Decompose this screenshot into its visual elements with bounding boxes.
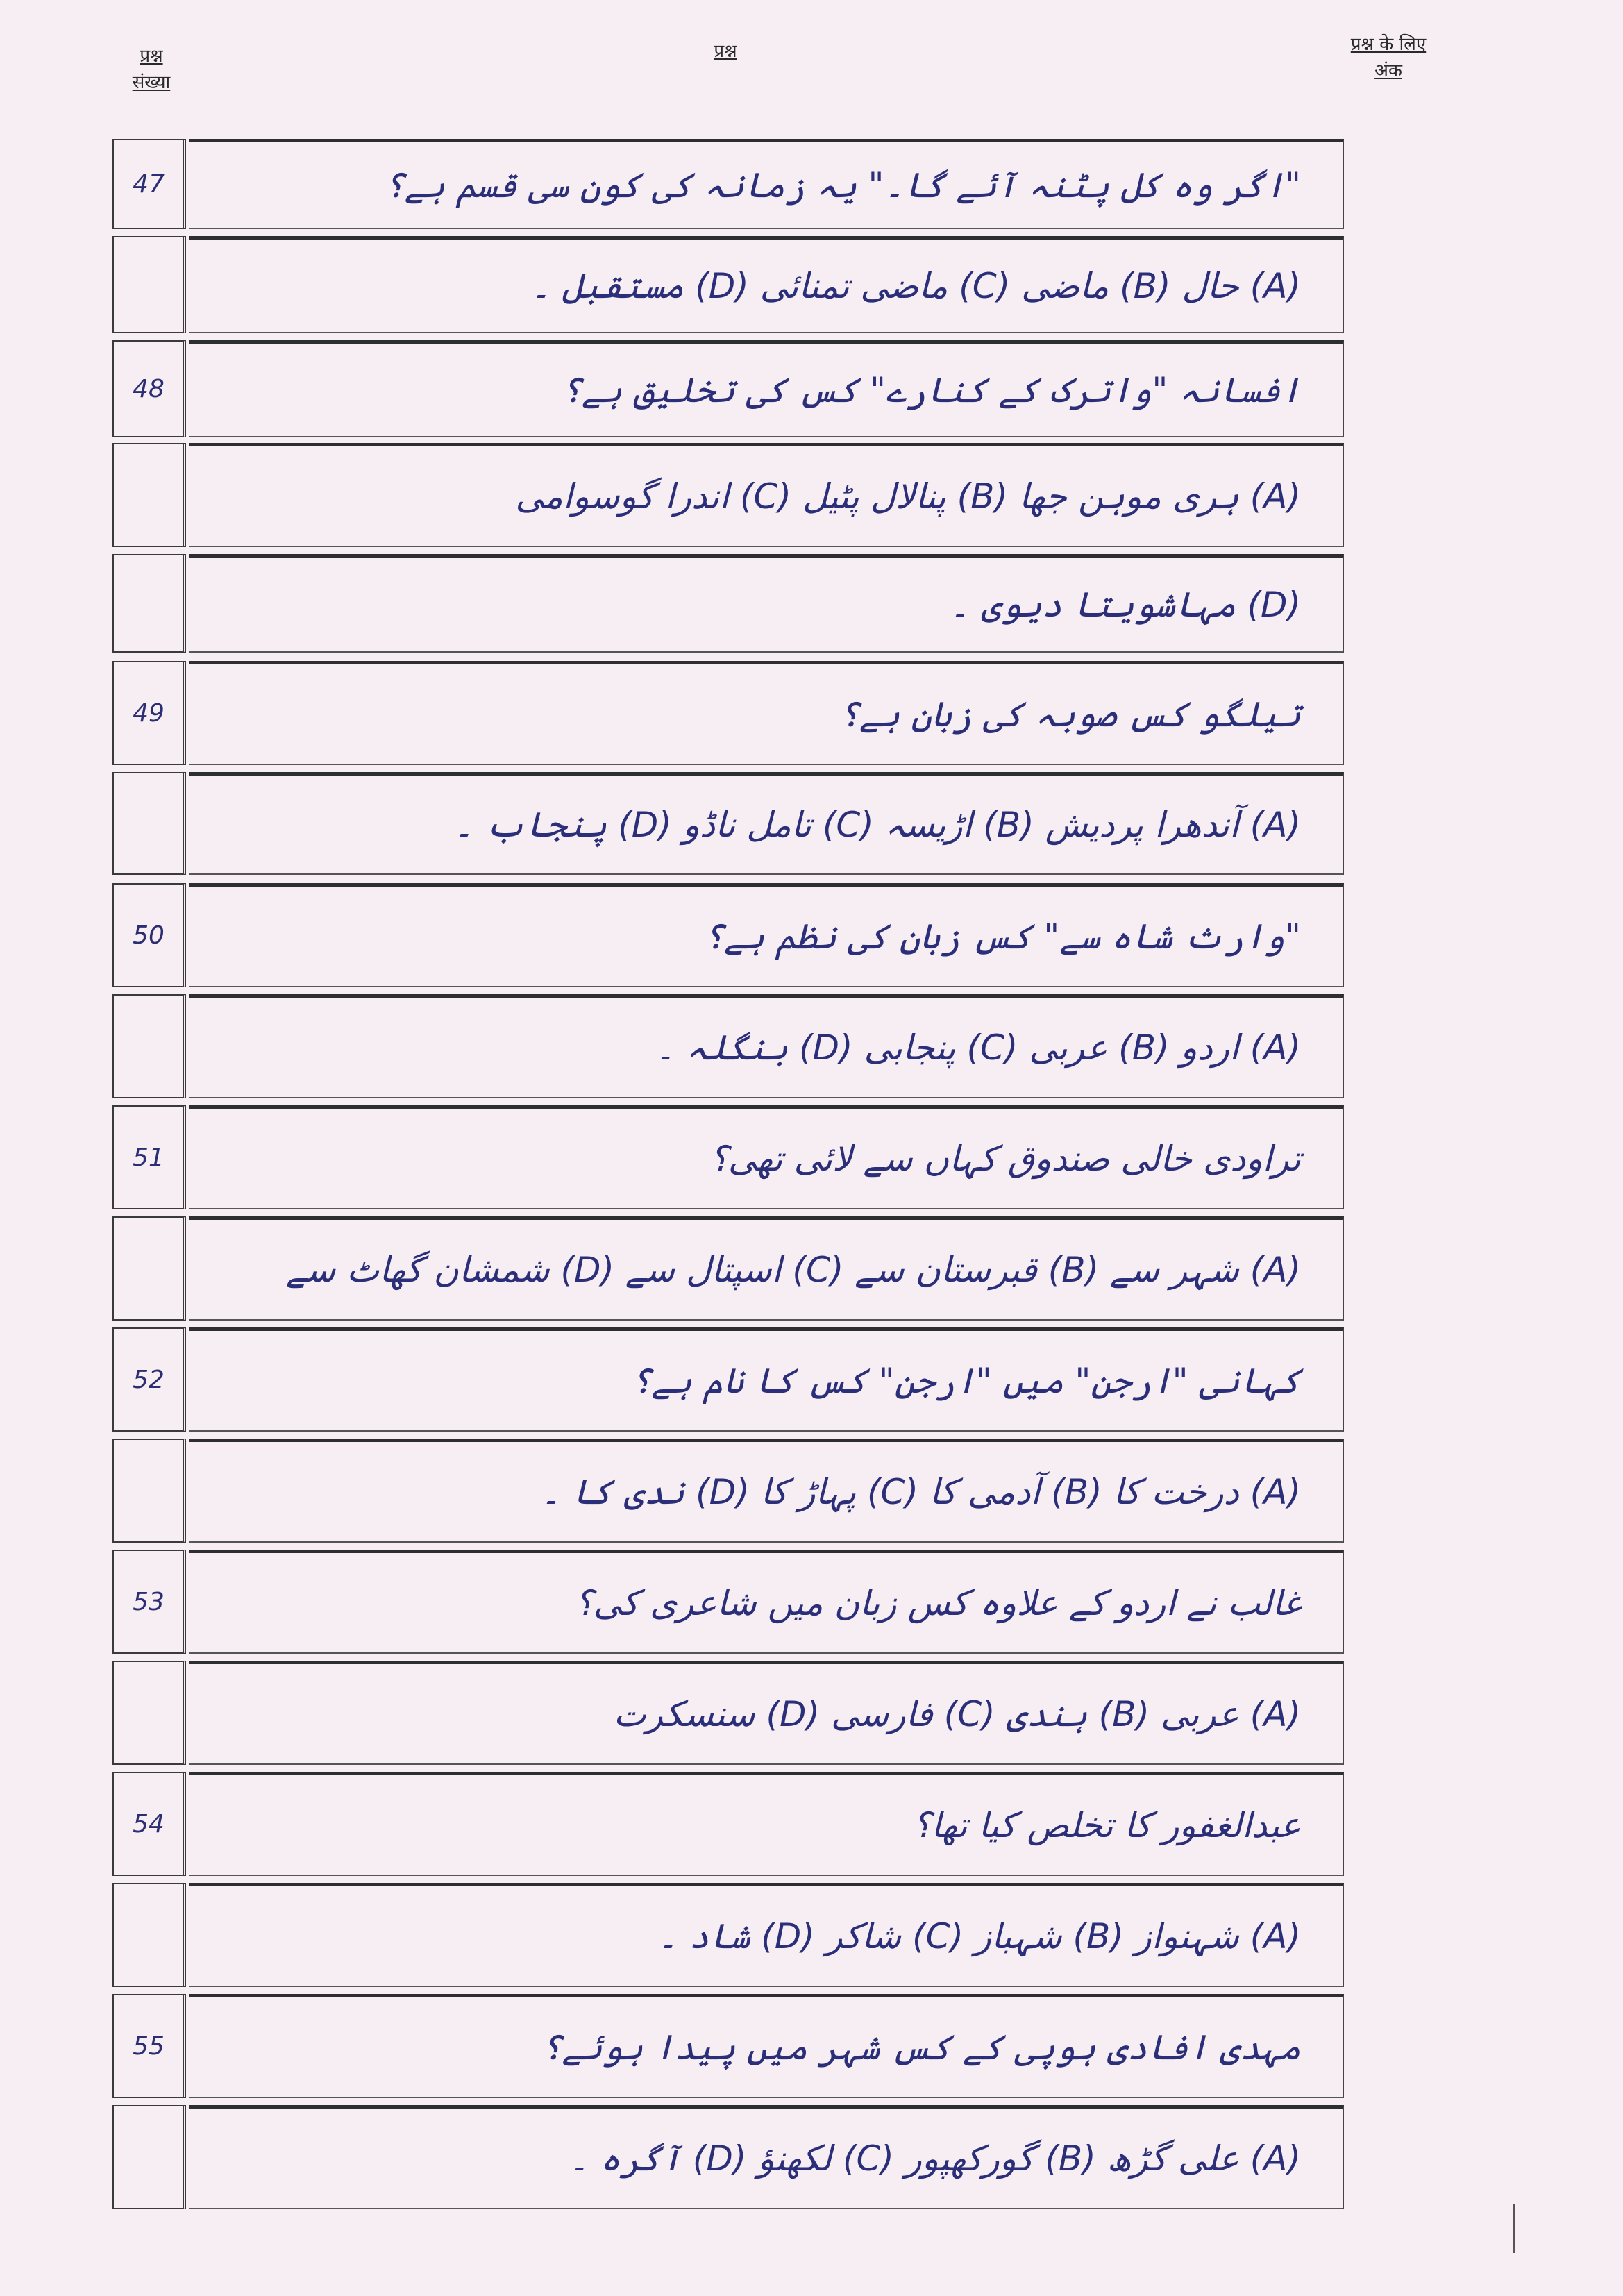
question-text: افسانہ "واترک کے کنارے" کس کی تخلیق ہے؟ [189,340,1344,437]
question-number [112,994,186,1098]
question-number: 50 [112,883,186,987]
question-number [112,443,186,547]
table-row [112,139,1344,229]
question-number [112,1439,186,1543]
table-row [112,1439,1344,1543]
question-number [112,554,186,653]
question-text: مہدی افادی ہوپی کے کس شہر میں پیدا ہوئے؟ [189,1994,1344,2098]
table-row [112,1550,1344,1654]
question-number: 51 [112,1105,186,1209]
options-text: (A) علی گڑھ (B) گورکھپور (C) لکھنؤ (D) آگرہ ۔ [189,2105,1344,2209]
table-row [112,1105,1344,1209]
table-row [112,554,1344,653]
question-text: غالب نے اردو کے علاوہ کس زبان میں شاعری کی؟ [189,1550,1344,1654]
question-text: کہانی "ارجن" میں "ارجن" کس کا نام ہے؟ [189,1327,1344,1432]
table-row [112,1216,1344,1321]
table-row [112,1772,1344,1876]
question-number: 55 [112,1994,186,2098]
table-row [112,443,1344,547]
question-column-header: प्रश्न [714,41,737,62]
question-text: تراودی خالی صندوق کہاں سے لائی تھی؟ [189,1105,1344,1209]
question-number: 53 [112,1550,186,1654]
options-text: (A) ہری موہن جھا (B) پنالال پٹیل (C) اندرا گوسوامی [189,443,1344,547]
options-text: (A) آندھرا پردیش (B) اڑیسہ (C) تامل ناڈو (D) پنجاب ۔ [189,772,1344,875]
question-number [112,1883,186,1987]
page-edge-mark [1513,2204,1515,2253]
table-row [112,1661,1344,1765]
options-text: (A) شہر سے (B) قبرستان سے (C) اسپتال سے (D) شمشان گھاٹ سے [189,1216,1344,1321]
options-text: (A) اردو (B) عربی (C) پنجابی (D) بنگلہ ۔ [189,994,1344,1098]
table-row [112,236,1344,333]
question-number: 48 [112,340,186,437]
table-row [112,772,1344,875]
table-row [112,994,1344,1098]
table-row [112,883,1344,987]
table-row [112,1327,1344,1432]
question-number [112,772,186,875]
options-text: (A) شہنواز (B) شہباز (C) شاکر (D) شاد ۔ [189,1883,1344,1987]
table-row [112,2105,1344,2209]
table-row [112,661,1344,765]
question-text: عبدالغفور کا تخلص کیا تھا؟ [189,1772,1344,1876]
question-text: "وارث شاہ سے" کس زبان کی نظم ہے؟ [189,883,1344,987]
question-number [112,2105,186,2209]
options-text: (A) درخت کا (B) آدمی کا (C) پہاڑ کا (D) ندی کا ۔ [189,1439,1344,1543]
options-text: (A) حال (B) ماضی (C) ماضی تمنائی (D) مستقبل ۔ [189,236,1344,333]
question-number [112,1661,186,1765]
question-number [112,1216,186,1321]
question-text: تیلگو کس صوبہ کی زبان ہے؟ [189,661,1344,765]
question-number: 49 [112,661,186,765]
table-row [112,1994,1344,2098]
marks-column-header: प्रश्न के लिए अंक [1350,34,1427,81]
options-text: (D) مہاشویتا دیوی ۔ [189,554,1344,653]
question-number-column-header: प्रश्न संख्या [132,46,171,93]
table-row [112,340,1344,437]
question-text: "اگر وہ کل پٹنہ آئے گا۔" یہ زمانہ کی کون سی قسم ہے؟ [189,139,1344,229]
question-number [112,236,186,333]
question-number: 52 [112,1327,186,1432]
question-number: 47 [112,139,186,229]
table-row [112,1883,1344,1987]
question-number: 54 [112,1772,186,1876]
options-text: (A) عربی (B) ہندی (C) فارسی (D) سنسکرت [189,1661,1344,1765]
